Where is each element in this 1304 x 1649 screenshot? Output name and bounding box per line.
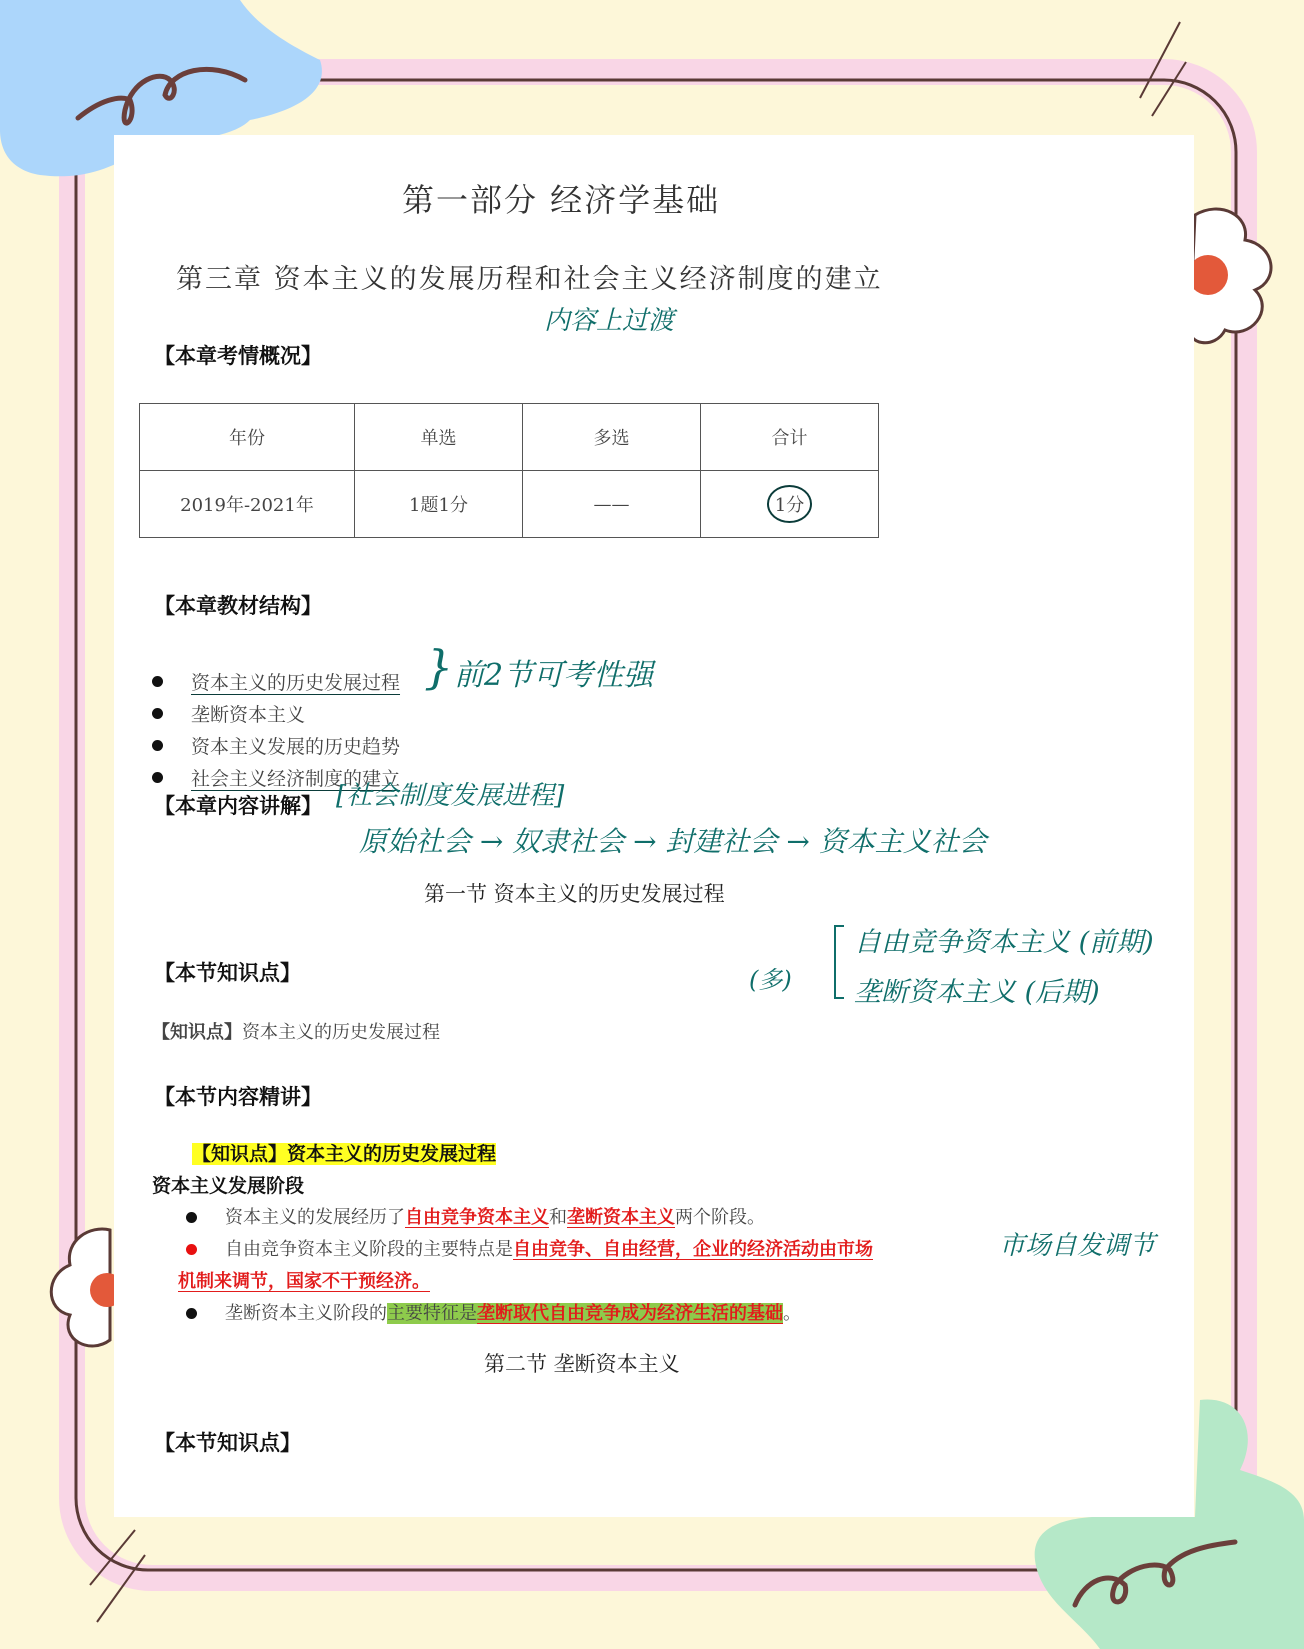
bullet-icon (186, 1308, 197, 1319)
structure-heading: 【本章教材结构】 (154, 594, 322, 618)
list-item: 社会主义经济制度的建立 (152, 761, 400, 793)
handwritten-title: [社会制度发展进程] (336, 781, 565, 811)
bullet-icon (152, 676, 163, 687)
bullet-icon (186, 1212, 197, 1223)
content-heading: 【本章内容讲解】 (154, 794, 322, 818)
exam-overview-heading: 【本章考情概况】 (154, 344, 322, 368)
section2-title: 第二节 垄断资本主义 (484, 1352, 680, 1376)
table-header-cell: 合计 (701, 404, 879, 471)
table-cell: 2019年-2021年 (140, 471, 355, 538)
structure-list (152, 665, 400, 793)
handwritten-label: (多) (749, 966, 792, 994)
table-cell (701, 471, 879, 538)
stage-subheading: 资本主义发展阶段 (152, 1175, 305, 1197)
list-item: 垄断资本主义 (152, 697, 400, 729)
bullet-stages: 资本主义的发展经历了自由竞争资本主义和垄断资本主义两个阶段。 (186, 1203, 765, 1229)
bullet-icon (152, 740, 163, 751)
bullet-icon (152, 708, 163, 719)
highlighted-knowledge-title: 【知识点】资本主义的历史发展过程 (192, 1143, 497, 1165)
bullet-monopoly: 垄断资本主义阶段的主要特征是垄断取代自由竞争成为经济生活的基础。 (186, 1299, 801, 1325)
table-header-cell: 多选 (523, 404, 701, 471)
handwritten-note-transition: 内容上过渡 (544, 306, 675, 336)
table-cell: —— (523, 471, 701, 538)
list-item: 资本主义的历史发展过程 (152, 665, 400, 697)
section1-title: 第一节 资本主义的历史发展过程 (424, 882, 725, 906)
handwritten-note-important: 前2节可考性强 (454, 658, 654, 693)
bullet-icon-red (186, 1244, 197, 1255)
handwritten-stage: 垄断资本主义 (后期) (854, 977, 1100, 1008)
brace-icon: } (424, 640, 454, 694)
exam-overview-table (139, 403, 879, 538)
bullet-free-competition-cont: 机制来调节，国家不干预经济。 (178, 1271, 430, 1292)
section1-detail-heading: 【本节内容精讲】 (154, 1085, 322, 1109)
bracket-icon (834, 925, 844, 999)
section1-knowledge-heading: 【本节知识点】 (154, 961, 301, 985)
bullet-icon (152, 772, 163, 783)
table-row (140, 471, 879, 538)
handwritten-sequence: 原始社会 → 奴隶社会 → 封建社会 → 资本主义社会 (359, 825, 987, 858)
handwritten-note-market: 市场自发调节 (999, 1231, 1156, 1261)
list-item: 资本主义发展的历史趋势 (152, 729, 400, 761)
bullet-free-competition: 自由竞争资本主义阶段的主要特点是自由竞争、自由经营，企业的经济活动由市场 (186, 1235, 873, 1261)
circled-total: 1分 (767, 485, 812, 523)
part-title: 第一部分 经济学基础 (402, 181, 721, 219)
table-cell: 1题1分 (355, 471, 523, 538)
document-page (114, 135, 1194, 1517)
table-header-row (140, 404, 879, 471)
flower-right (1188, 209, 1271, 343)
knowledge-point-line: 【知识点】资本主义的历史发展过程 (152, 1022, 440, 1043)
chapter-title: 第三章 资本主义的发展历程和社会主义经济制度的建立 (176, 264, 883, 295)
handwritten-stage: 自由竞争资本主义 (前期) (854, 927, 1154, 958)
table-header-cell: 单选 (355, 404, 523, 471)
table-header-cell: 年份 (140, 404, 355, 471)
section2-knowledge-heading: 【本节知识点】 (154, 1431, 301, 1455)
